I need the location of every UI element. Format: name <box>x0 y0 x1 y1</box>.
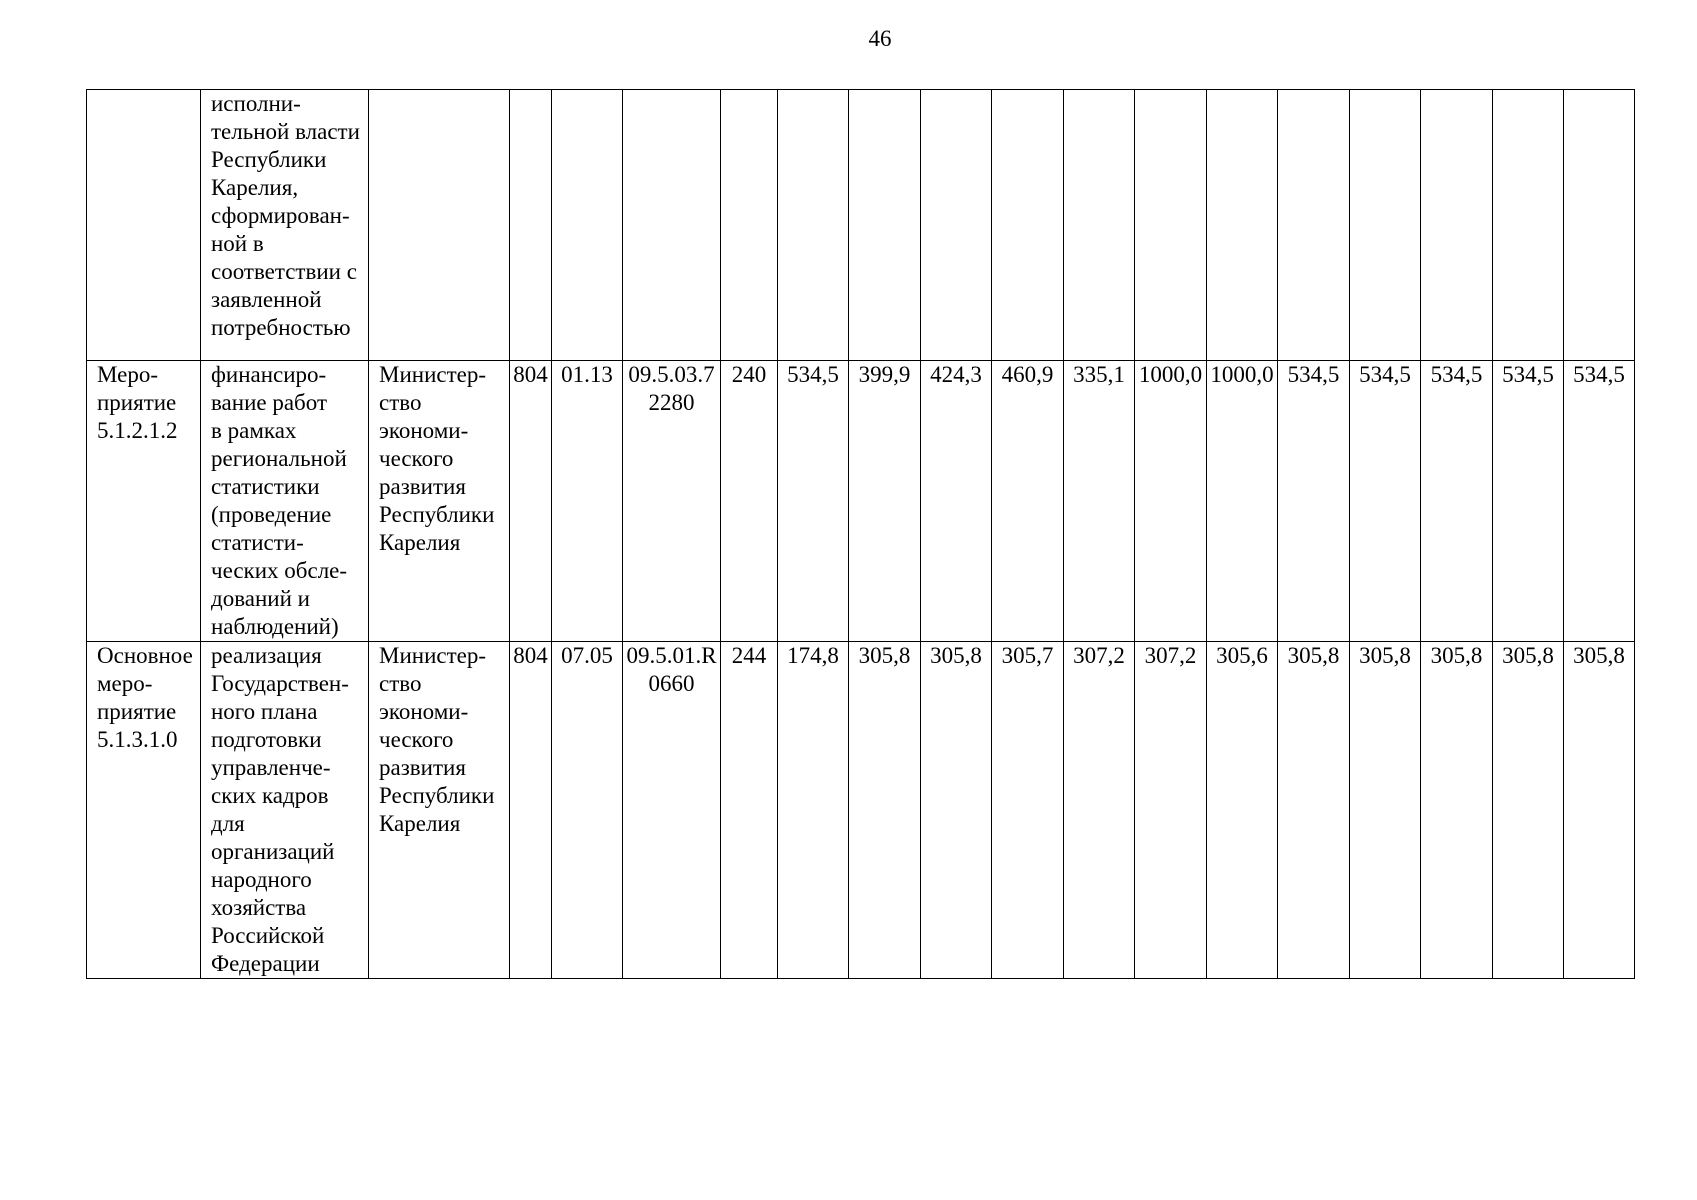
value-cell: 534,5 <box>778 361 849 642</box>
value-cell: 305,8 <box>1421 642 1493 979</box>
value-cell <box>1135 90 1207 361</box>
value-cell: 399,9 <box>849 361 921 642</box>
value-cell <box>1421 90 1493 361</box>
value-cell: 307,2 <box>1135 642 1207 979</box>
value-cell: 534,5 <box>1278 361 1350 642</box>
value-cell: 1000,0 <box>1207 361 1278 642</box>
csr-cell: 09.5.01.R 0660 <box>623 642 721 979</box>
value-cell <box>1564 90 1635 361</box>
value-cell: 305,8 <box>849 642 921 979</box>
value-cell <box>1493 90 1564 361</box>
rzpr-cell <box>552 90 623 361</box>
value-cell: 424,3 <box>921 361 992 642</box>
table-row <box>87 642 1635 979</box>
value-cell: 534,5 <box>1350 361 1421 642</box>
page-number: 46 <box>868 26 892 51</box>
value-cell <box>921 90 992 361</box>
value-cell: 305,8 <box>921 642 992 979</box>
budget-table <box>86 89 1635 979</box>
grbs-cell: 804 <box>510 642 552 979</box>
table-row <box>87 90 1635 361</box>
rzpr-cell: 07.05 <box>552 642 623 979</box>
value-cell: 305,8 <box>1278 642 1350 979</box>
value-cell <box>1278 90 1350 361</box>
value-cell: 460,9 <box>992 361 1064 642</box>
status-cell <box>87 90 201 361</box>
value-cell <box>1064 90 1135 361</box>
value-cell: 174,8 <box>778 642 849 979</box>
value-cell <box>1207 90 1278 361</box>
rzpr-cell: 01.13 <box>552 361 623 642</box>
value-cell: 305,6 <box>1207 642 1278 979</box>
grbs-cell <box>510 90 552 361</box>
value-cell: 534,5 <box>1564 361 1635 642</box>
vr-cell: 240 <box>721 361 778 642</box>
name-cell: исполни- тельной власти Республики Карелия, сформирован- ной в соответствии с заявленной потребностью <box>201 90 369 361</box>
value-cell: 305,8 <box>1564 642 1635 979</box>
name-cell: реализация Государствен- ного плана подготовки управленче- ских кадров для организаций народного хозяйства Российской Федерации <box>201 642 369 979</box>
status-cell: Основное меро- приятие 5.1.3.1.0 <box>87 642 201 979</box>
value-cell <box>849 90 921 361</box>
table-row <box>87 361 1635 642</box>
value-cell: 534,5 <box>1493 361 1564 642</box>
value-cell <box>1350 90 1421 361</box>
value-cell: 305,8 <box>1350 642 1421 979</box>
name-cell: финансиро- вание работ в рамках региональной статистики (проведение статисти- ческих обсле- дований и наблюдений) <box>201 361 369 642</box>
grbs-cell: 804 <box>510 361 552 642</box>
value-cell: 1000,0 <box>1135 361 1207 642</box>
value-cell <box>992 90 1064 361</box>
csr-cell <box>623 90 721 361</box>
executor-cell: Министер- ство экономи- ческого развития Республики Карелия <box>369 642 510 979</box>
vr-cell: 244 <box>721 642 778 979</box>
status-cell: Меро- приятие 5.1.2.1.2 <box>87 361 201 642</box>
value-cell: 305,7 <box>992 642 1064 979</box>
vr-cell <box>721 90 778 361</box>
executor-cell: Министер- ство экономи- ческого развития Республики Карелия <box>369 361 510 642</box>
value-cell: 335,1 <box>1064 361 1135 642</box>
value-cell <box>778 90 849 361</box>
value-cell: 305,8 <box>1493 642 1564 979</box>
value-cell: 534,5 <box>1421 361 1493 642</box>
value-cell: 307,2 <box>1064 642 1135 979</box>
executor-cell <box>369 90 510 361</box>
csr-cell: 09.5.03.7 2280 <box>623 361 721 642</box>
